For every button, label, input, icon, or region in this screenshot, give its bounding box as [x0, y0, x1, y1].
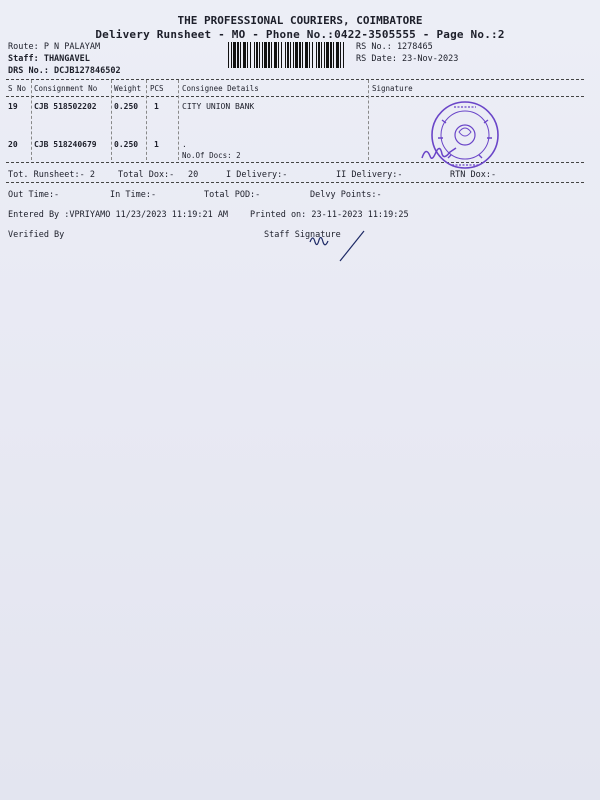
row-consignee: . — [182, 140, 187, 149]
row-sno: 20 — [8, 140, 18, 149]
row-consignee: CITY UNION BANK — [182, 102, 255, 111]
rs-number: RS No.: 1278465 — [356, 42, 433, 52]
drs-number: DRS No.: DCJB127846502 — [8, 66, 121, 76]
rtn-dox: RTN Dox:- — [450, 170, 497, 180]
row-consignment: CJB 518240679 — [34, 140, 97, 149]
entered-by: Entered By :VPRIYAMO 11/23/2023 11:19:21 AM — [8, 210, 229, 220]
table-header-rule — [6, 96, 584, 97]
total-runsheet: Tot. Runsheet:- 2 — [8, 170, 95, 180]
rs-date: RS Date: 23-Nov-2023 — [356, 54, 459, 64]
row-weight: 0.250 — [114, 102, 139, 111]
row-consignment: CJB 518502202 — [34, 102, 97, 111]
row-doc-count: No.Of Docs: 2 — [182, 151, 241, 160]
out-time: Out Time:- — [8, 190, 60, 200]
total-dox-label: Total Dox:- — [118, 170, 175, 180]
company-title: THE PROFESSIONAL COURIERS, COIMBATORE — [177, 14, 423, 27]
first-delivery: I Delivery:- — [226, 170, 288, 180]
delivery-points: Delvy Points:- — [310, 190, 382, 200]
col-header-weight: Weight — [114, 84, 142, 93]
total-dox-value: 20 — [188, 170, 199, 180]
col-header-sno: S No — [8, 84, 27, 93]
col-divider — [178, 80, 179, 160]
col-divider — [368, 80, 369, 160]
col-divider — [31, 80, 32, 160]
runsheet-subtitle: Delivery Runsheet - MO - Phone No.:0422-3505555 - Page No.:2 — [95, 28, 505, 41]
staff-signature — [306, 228, 370, 264]
col-header-signature: Signature — [372, 84, 413, 93]
col-header-consignee: Consignee Details — [182, 84, 259, 93]
col-divider — [146, 80, 147, 160]
row-weight: 0.250 — [114, 140, 139, 149]
printed-on: Printed on: 23-11-2023 11:19:25 — [250, 210, 409, 220]
col-header-pcs: PCS — [150, 84, 164, 93]
second-delivery: II Delivery:- — [336, 170, 403, 180]
row-sno: 19 — [8, 102, 18, 111]
route-label: Route: P N PALAYAM — [8, 42, 101, 52]
barcode-image — [228, 42, 346, 68]
totals-rule — [6, 182, 584, 183]
receiver-signature — [418, 140, 458, 170]
verified-by-label: Verified By — [8, 230, 65, 240]
staff-signature-label: Staff Signature — [264, 230, 341, 240]
row-pcs: 1 — [154, 102, 159, 111]
col-divider — [111, 80, 112, 160]
table-top-rule — [6, 79, 584, 80]
in-time: In Time:- — [110, 190, 157, 200]
col-header-consignment: Consignment No — [34, 84, 98, 93]
staff-label: Staff: THANGAVEL — [8, 54, 90, 64]
total-pod: Total POD:- — [204, 190, 261, 200]
row-pcs: 1 — [154, 140, 159, 149]
